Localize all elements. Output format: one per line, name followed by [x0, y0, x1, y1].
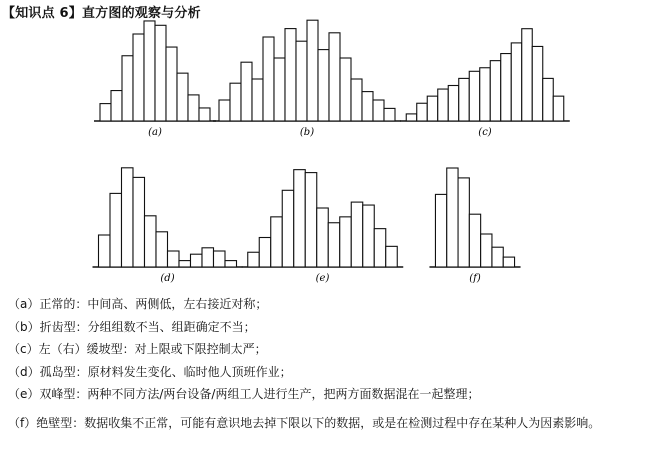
histogram-c-bar — [511, 43, 522, 121]
histogram-c-bar — [417, 103, 428, 121]
histogram-a-bar — [100, 104, 111, 121]
histogram-b-bar — [274, 58, 285, 121]
section-title: 【知识点 6】直方图的观察与分析 — [2, 6, 201, 21]
histogram-d-bar — [133, 177, 145, 267]
histogram-d — [90, 155, 245, 283]
histogram-f-bar — [503, 257, 514, 267]
histogram-a-bar — [166, 47, 177, 121]
histogram-e — [245, 155, 400, 283]
histogram-c-bar — [522, 29, 533, 121]
definition-d-text: 原材料发生变化、临时他人顶班作业； — [87, 364, 292, 379]
histogram-e-bar — [317, 208, 329, 267]
definition-a-tag: （a）正常的： — [8, 297, 88, 311]
histogram-b-bar — [252, 79, 263, 121]
histogram-e-bar — [328, 223, 340, 267]
histogram-c-bar — [427, 96, 438, 121]
histogram-b-bar — [351, 79, 362, 121]
histogram-d-bar — [191, 254, 203, 267]
histogram-a-bar — [155, 25, 166, 121]
histogram-a — [95, 22, 215, 137]
histogram-a-bar — [144, 21, 155, 121]
histogram-a-bar — [122, 56, 133, 121]
histogram-c-bar — [532, 46, 543, 121]
definition-f — [8, 406, 653, 440]
histogram-b-bar — [329, 33, 340, 121]
definition-f-text: 数据收集不正常，可能有意识地去掉下限以下的数据，或是在检测过程中存在某种人为因素影响。 — [84, 415, 601, 430]
histogram-d-bar — [110, 193, 122, 267]
histogram-a-bar — [133, 34, 144, 121]
histogram-f-caption: (f) — [469, 273, 481, 284]
histogram-e-bar — [271, 217, 283, 267]
histogram-c-bar — [543, 78, 554, 121]
histogram-d-bar — [214, 251, 226, 267]
histogram-b-bar — [263, 37, 274, 121]
histogram-d-bar — [156, 232, 168, 267]
definition-b-text: 分组组数不当、组距确定不当； — [87, 319, 256, 334]
histogram-f-bar — [469, 214, 480, 267]
histogram-c-bar — [553, 96, 564, 121]
histogram-a-bar — [177, 73, 188, 121]
histogram-c-bar — [501, 54, 512, 121]
histogram-e-bar — [294, 170, 306, 267]
histogram-f-bar — [435, 194, 446, 267]
histogram-a-bar — [199, 108, 210, 121]
histogram-e-bar — [374, 229, 386, 267]
histogram-c-bar — [469, 71, 480, 121]
definition-b — [8, 316, 653, 339]
histogram-c-bar — [459, 78, 470, 121]
histogram-f — [420, 155, 530, 283]
histogram-d-bar — [202, 248, 214, 267]
histogram-e-bar — [305, 173, 317, 267]
definition-c-tag: （c）左（右）缓坡型： — [8, 342, 135, 356]
histogram-c-bar — [406, 114, 417, 121]
histogram-c-bar — [438, 89, 449, 121]
histogram-f-bar — [481, 234, 492, 267]
definition-d-tag: （d）孤岛型： — [8, 364, 88, 379]
histogram-c — [400, 22, 570, 137]
histogram-d-bar — [145, 216, 157, 267]
histogram-e-caption: (e) — [315, 273, 330, 284]
histogram-b-bar — [296, 41, 307, 121]
histogram-a-bar — [111, 91, 122, 121]
histogram-c-bar — [448, 86, 459, 122]
definition-list — [8, 293, 653, 440]
histogram-e-bar — [351, 202, 363, 267]
definition-a-text: 中间高、两侧低，左右接近对称； — [87, 297, 268, 311]
histogram-e-bar — [282, 190, 294, 267]
histogram-b-bar — [318, 50, 329, 121]
histogram-b-bar — [219, 100, 230, 121]
definition-e — [8, 383, 653, 406]
histogram-c-bar — [490, 61, 501, 121]
histogram-b-bar — [241, 62, 252, 121]
histogram-f-bar — [447, 168, 458, 267]
histogram-b-bar — [384, 108, 395, 121]
histogram-b-bar — [362, 92, 373, 121]
histogram-d-bar — [225, 261, 237, 267]
definition-c — [8, 338, 653, 361]
definition-b-tag: （b）折齿型： — [8, 319, 88, 334]
histogram-d-bar — [168, 251, 180, 267]
histogram-b-bar — [340, 58, 351, 121]
histogram-f-bar — [492, 247, 503, 267]
histogram-c-caption: (c) — [478, 127, 492, 138]
histogram-e-bar — [340, 217, 352, 267]
histogram-d-bar — [122, 168, 134, 267]
histogram-e-bar — [386, 246, 398, 267]
definition-e-tag: （e）双峰型： — [8, 387, 88, 401]
definition-d — [8, 361, 653, 384]
histogram-b-bar — [285, 29, 296, 121]
histogram-b — [232, 22, 382, 137]
histogram-e-bar — [363, 205, 375, 267]
histogram-b-bar — [230, 83, 241, 121]
histogram-e-bar — [259, 238, 271, 268]
histogram-a-bar — [188, 95, 199, 121]
definition-e-text: 两种不同方法/两台设备/两组工人进行生产，把两方面数据混在一起整理； — [87, 387, 480, 401]
histogram-d-caption: (d) — [160, 273, 175, 284]
histogram-d-bar — [99, 235, 111, 267]
histogram-a-caption: (a) — [148, 127, 162, 138]
histogram-b-bar — [307, 20, 318, 121]
histogram-f-bar — [458, 178, 469, 267]
histogram-c-bar — [480, 68, 491, 121]
definition-c-text: 对上限或下限控制太严； — [134, 342, 267, 356]
histogram-d-bar — [179, 261, 191, 267]
histogram-b-bar — [373, 100, 384, 121]
histogram-b-caption: (b) — [299, 127, 315, 138]
definition-f-tag: （f）绝壁型： — [8, 415, 85, 430]
definition-a — [8, 293, 653, 316]
histogram-e-bar — [248, 252, 260, 267]
